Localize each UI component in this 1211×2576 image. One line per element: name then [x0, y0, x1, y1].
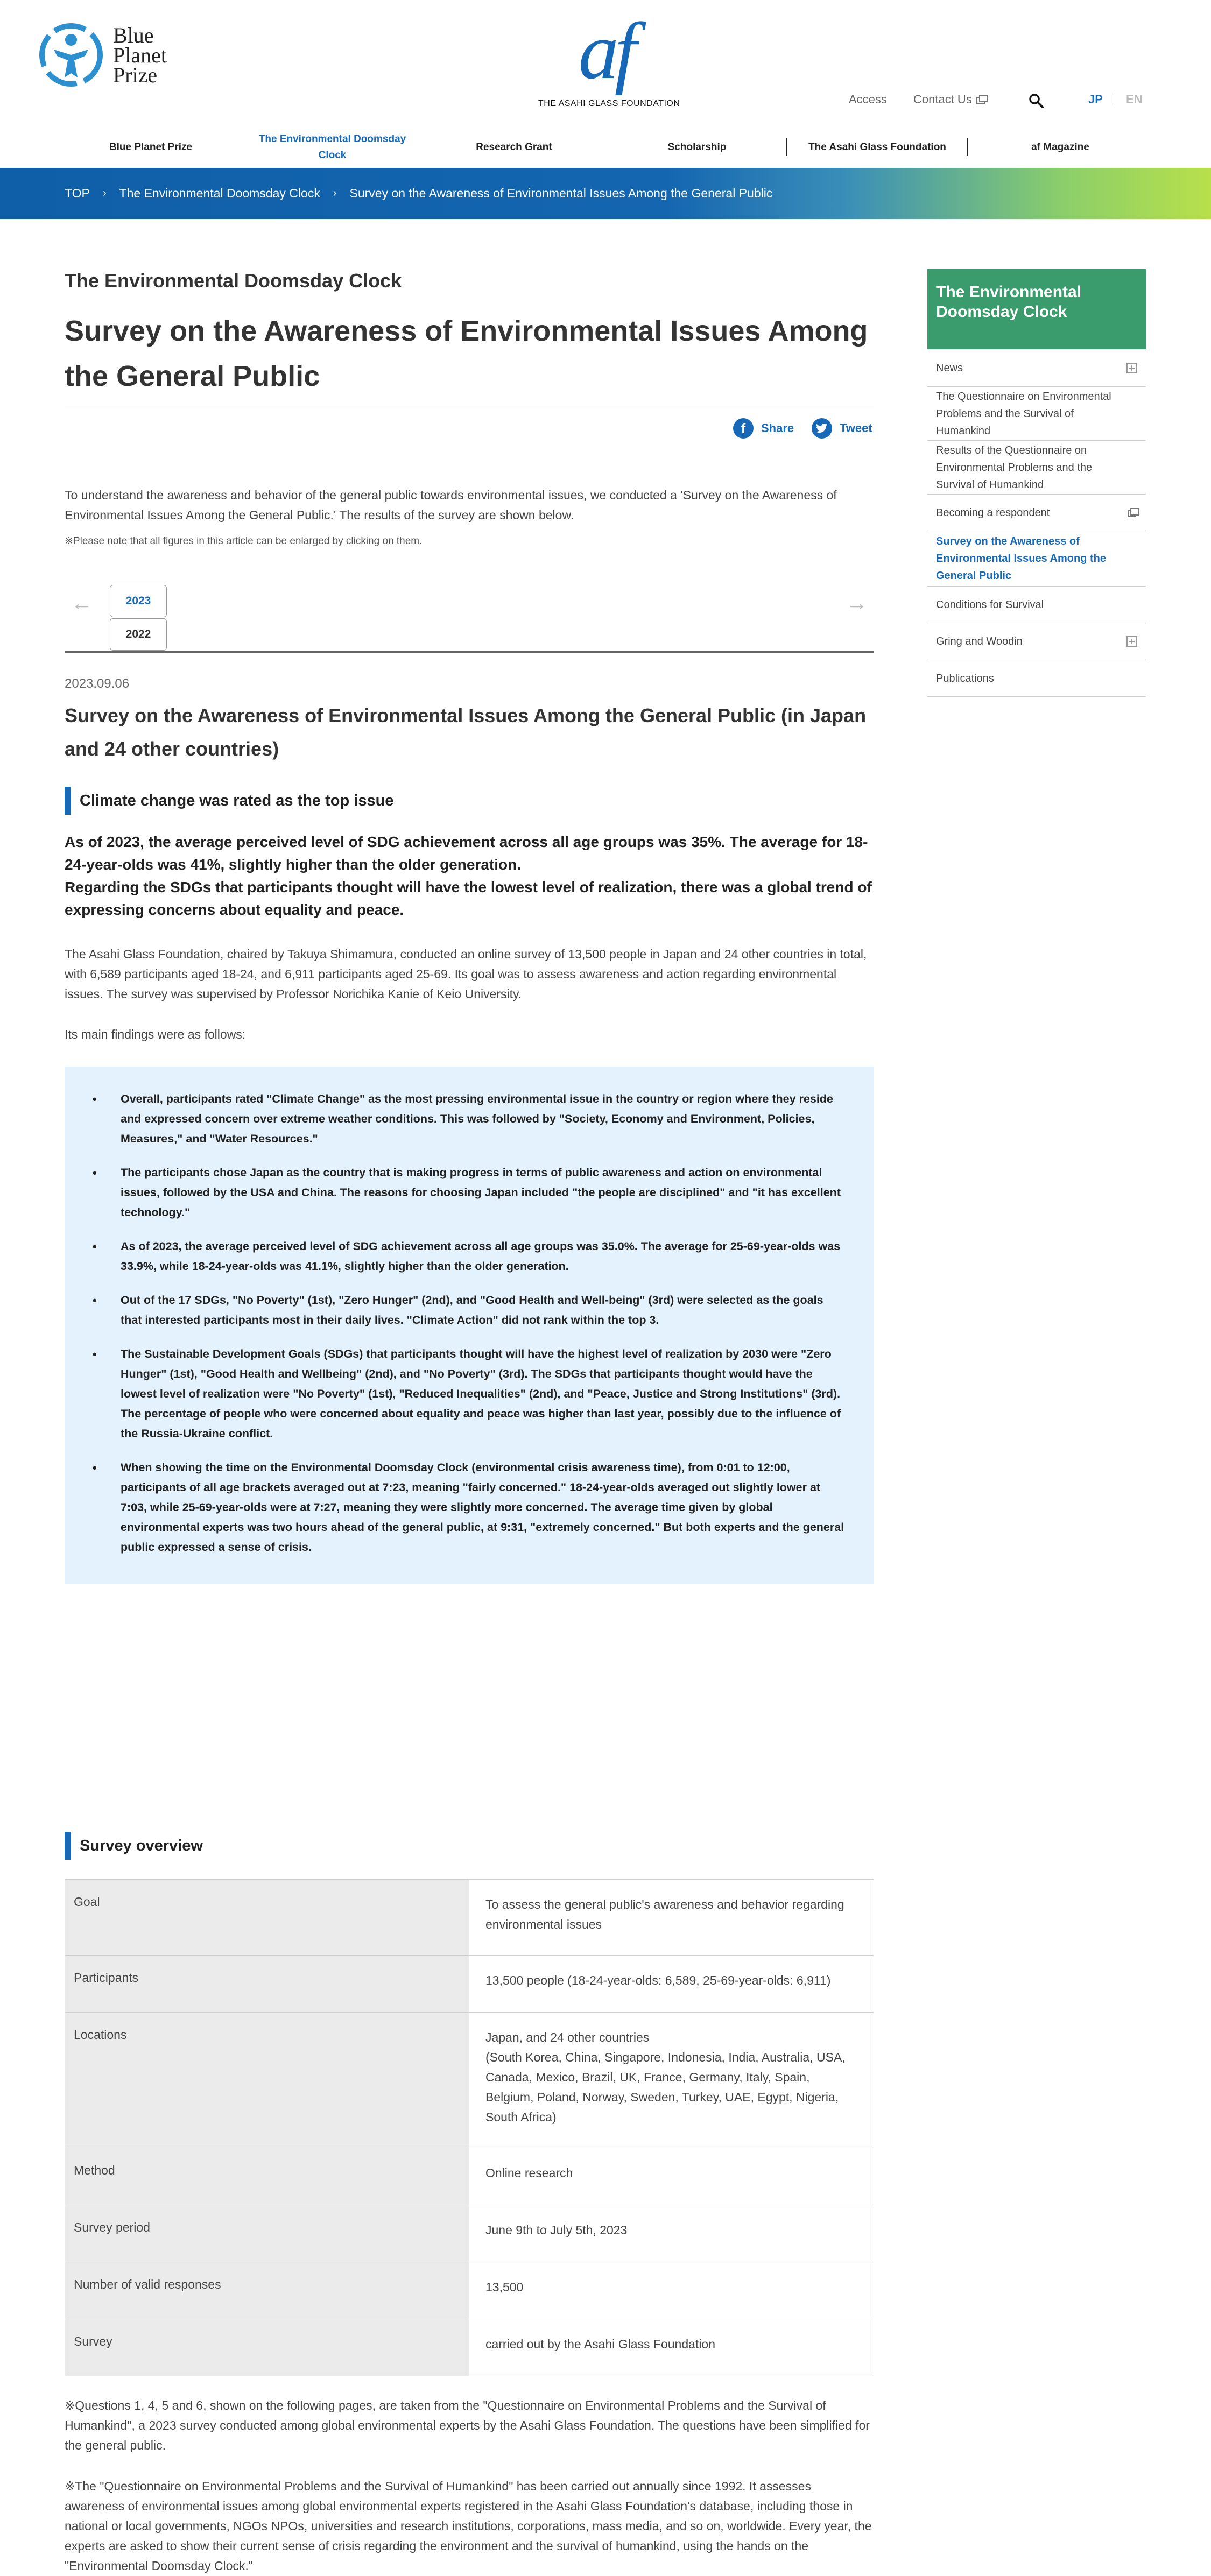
sidebar-item-survey-general-public[interactable]: [927, 531, 1146, 587]
survey-overview-table: [65, 1879, 874, 2376]
table-row: [65, 2013, 874, 2148]
sidebar-title: The Environmental Doomsday Clock: [927, 269, 1146, 349]
facebook-share-label: Share: [761, 421, 794, 435]
sidebar-item-publications[interactable]: [927, 660, 1146, 697]
list-item: • Overall, participants rated "Climate Change" as the most pressing environmental issue in the country or region where they reside and expressed concern over extreme weather conditions. This was followed by "Society, Economy and Environment, Policies, Measures," and "Water Resources.": [93, 1089, 846, 1149]
sidebar-item-results[interactable]: [927, 441, 1146, 495]
contact-us-link[interactable]: [913, 93, 985, 107]
table-row: [65, 2319, 874, 2376]
arrow-left-icon[interactable]: ←: [71, 591, 93, 615]
nav-asahi-glass-foundation[interactable]: The Asahi Glass Foundation: [808, 142, 946, 153]
sidebar-item-label: Becoming a respondent: [936, 506, 1050, 519]
year-tab-2023[interactable]: 2023: [110, 585, 167, 617]
page-title: Survey on the Awareness of Environmental Issues Among the General Public: [65, 315, 868, 392]
plus-icon[interactable]: [1126, 636, 1137, 647]
table-value: June 9th to July 5th, 2023: [469, 2205, 874, 2262]
table-value: carried out by the Asahi Glass Foundation: [469, 2319, 874, 2376]
table-row: [65, 2262, 874, 2319]
breadcrumb-current: Survey on the Awareness of Environmental Issues Among the General Public: [349, 186, 773, 200]
facebook-share-button[interactable]: [733, 418, 794, 439]
sidebar-item-news[interactable]: [927, 349, 1146, 387]
table-key: Survey: [65, 2319, 469, 2376]
table-key: Survey period: [65, 2205, 469, 2262]
year-selector: [65, 585, 874, 655]
table-row: [65, 1880, 874, 1956]
asahi-glass-foundation-logo[interactable]: [538, 6, 680, 109]
chevron-right-icon: ›: [102, 187, 107, 199]
table-value: 13,500: [469, 2262, 874, 2319]
list-item: • When showing the time on the Environmental Doomsday Clock (environmental crisis awareness time), from 0:01 to 12:00, participants of all age brackets averaged out at 7:23, meaning "fairly concerned." 18-24-year-olds averaged out slightly lower at 7:03, while 25-69-year-olds were at 7:27, meaning they were slightly more concerned. The average time given by global environmental experts was two hours ahead of the general public, at 9:31, "extremely concerned." But both experts and the general public expressed a sense of crisis.: [93, 1458, 846, 1557]
breadcrumb-doomsday-clock[interactable]: The Environmental Doomsday Clock: [119, 186, 320, 200]
blue-planet-prize-wordmark: Blue Planet Prize: [113, 23, 167, 87]
site-header: [0, 0, 1211, 168]
section-heading-overview: Survey overview: [65, 1832, 203, 1860]
table-value: 13,500 people (18-24-year-olds: 6,589, 25-69-year-olds: 6,911): [469, 1956, 874, 2012]
table-key: Locations: [65, 2013, 469, 2148]
enlarge-note: ※Please note that all figures in this article can be enlarged by clicking on them.: [65, 535, 423, 547]
list-item: • As of 2023, the average perceived level of SDG achievement across all age groups was 35.0%. The average for 25-69-year-olds was 33.9%, while 18-24-year-olds was 41.1%, slightly higher than the older generation.: [93, 1237, 846, 1276]
nav-divider: [967, 138, 968, 156]
article-body-paragraph: The Asahi Glass Foundation, chaired by Takuya Shimamura, conducted an online survey of 13,500 people in Japan and 24 other countries in total, with 6,589 participants aged 18-24, and 6,911 participants aged 25-69. Its goal was to assess awareness and action regarding environmental issues. The survey was supervised by Professor Norichika Kanie of Keio University.: [65, 947, 867, 1001]
findings-intro: Its main findings were as follows:: [65, 1027, 246, 1041]
blue-planet-prize-mark-icon: [39, 22, 103, 88]
breadcrumb: [65, 168, 772, 219]
year-divider: [65, 651, 874, 653]
article-date: 2023.09.06: [65, 676, 130, 691]
footnote-questionnaire: ※The "Questionnaire on Environmental Problems and the Survival of Humankind" has been carried out annually since 1992. It assesses awareness of environmental issues among global environmental experts registered in the Asahi Glass Foundation's database, including those in national or local governments, NGOs NPOs, universities and research institutions, corporations, mass media, and so on, worldwide. Every year, the experts are asked to show their current sense of crisis regarding the environment and the survival of humankind, using the hands on the "Environmental Doomsday Clock.": [65, 2479, 872, 2573]
article-title: Survey on the Awareness of Environmental Issues Among the General Public (in Japan and 24 other countries): [65, 704, 867, 760]
sidebar-item-label: Conditions for Survival: [936, 598, 1044, 611]
nav-blue-planet-prize[interactable]: Blue Planet Prize: [109, 142, 193, 153]
list-item: • The participants chose Japan as the country that is making progress in terms of public awareness and action on environmental issues, followed by the USA and China. The reasons for choosing Japan included "the people are disciplined" and "it has excellent technology.": [93, 1163, 846, 1223]
plus-icon[interactable]: [1126, 363, 1137, 373]
access-link[interactable]: Access: [849, 93, 887, 106]
table-row: [65, 1956, 874, 2013]
table-key: Participants: [65, 1956, 469, 2012]
list-item: • The Sustainable Development Goals (SDGs) that participants thought will have the highest level of realization by 2030 were "Zero Hunger" (1st), "Good Health and Wellbeing" (2nd), and "No Poverty" (3rd). The SDGs that participants thought would have the lowest level of realization were "No Poverty" (1st), "Reduced Inequalities" (2nd), and "Peace, Justice and Strong Institutions" (3rd). The percentage of people who were concerned about equality and peace was higher than last year, possibly due to the influence of the Russia-Ukraine conflict.: [93, 1344, 846, 1444]
section-heading-climate: Climate change was rated as the top issue: [65, 787, 393, 815]
table-value: Online research: [469, 2148, 874, 2205]
table-key: Method: [65, 2148, 469, 2205]
twitter-tweet-button[interactable]: [812, 418, 872, 439]
sidebar-item-label: Gring and Woodin: [936, 636, 1023, 647]
twitter-tweet-label: Tweet: [840, 421, 872, 435]
sidebar-item-conditions-for-survival[interactable]: [927, 587, 1146, 623]
findings-box: [65, 1067, 874, 1584]
table-value: To assess the general public's awareness and behavior regarding environmental issues: [469, 1880, 874, 1955]
external-link-icon: [976, 97, 985, 104]
intro-text: To understand the awareness and behavior of the general public towards environmental issues, we conducted a 'Survey on the Awareness of Environmental Issues Among the General Public.' The results of the survey are shown below.: [65, 488, 837, 522]
twitter-icon: [812, 418, 832, 439]
nav-research-grant[interactable]: Research Grant: [476, 142, 552, 153]
external-link-icon: [1128, 510, 1136, 517]
af-logo-subtitle: THE ASAHI GLASS FOUNDATION: [538, 99, 680, 108]
search-icon[interactable]: [1028, 93, 1044, 109]
nav-divider: [786, 138, 787, 156]
blue-planet-prize-logo[interactable]: [39, 22, 167, 88]
nav-af-magazine[interactable]: af Magazine: [1031, 142, 1089, 153]
table-row: [65, 2148, 874, 2205]
nav-environmental-doomsday-clock[interactable]: The Environmental Doomsday Clock: [258, 133, 406, 161]
nav-scholarship[interactable]: Scholarship: [667, 142, 727, 153]
contact-us-label: Contact Us: [913, 93, 972, 106]
chevron-right-icon: ›: [333, 187, 337, 199]
category-title: The Environmental Doomsday Clock: [65, 270, 402, 292]
language-jp-link[interactable]: JP: [1088, 93, 1103, 106]
list-item: • Out of the 17 SDGs, "No Poverty" (1st), "Zero Hunger" (2nd), and "Good Health and Well-being" (3rd) were selected as the goals that interested participants most in their daily lives. "Climate Action" did not rank within the top 3.: [93, 1290, 846, 1330]
breadcrumb-band: [0, 168, 1211, 219]
table-row: [65, 2205, 874, 2262]
footnote-questions: ※Questions 1, 4, 5 and 6, shown on the following pages, are taken from the "Questionnaire on Environmental Problems and the Survival of Humankind", a 2023 survey conducted among global environmental experts by the Asahi Glass Foundation. The questions have been simplified for the general public.: [65, 2398, 870, 2452]
af-logo-mark: af: [578, 6, 633, 96]
sidebar-item-label: The Questionnaire on Environmental Problems and the Survival of Humankind: [936, 390, 1111, 437]
facebook-icon: f: [733, 418, 754, 439]
sidebar-item-label: Results of the Questionnaire on Environmental Problems and the Survival of Humankind: [936, 444, 1093, 491]
sidebar-item-becoming-respondent[interactable]: [927, 495, 1146, 531]
arrow-right-icon[interactable]: →: [846, 591, 868, 615]
table-key: Number of valid responses: [65, 2262, 469, 2319]
year-tab-2022[interactable]: 2022: [110, 618, 167, 651]
language-en-link[interactable]: EN: [1126, 93, 1143, 106]
article-lead: As of 2023, the average perceived level of SDG achievement across all age groups was 35%. The average for 18-24-year-olds was 41%, slightly higher than the older generation. Regarding the SDGs that participants thought will have the lowest level of realization, there was a global trend of expressing concerns about equality and peace.: [65, 834, 872, 918]
sidebar-item-gring-and-woodin[interactable]: [927, 623, 1146, 660]
sidebar-item-questionnaire[interactable]: [927, 387, 1146, 441]
sidebar-item-label: Publications: [936, 672, 994, 684]
breadcrumb-top[interactable]: TOP: [65, 186, 90, 200]
table-key: Goal: [65, 1880, 469, 1955]
sidebar-item-label: News: [936, 362, 963, 374]
sidebar-item-label: Survey on the Awareness of Environmental Issues Among the General Public: [936, 535, 1106, 582]
global-nav: [0, 127, 1211, 168]
sidebar: [927, 269, 1146, 697]
table-value: Japan, and 24 other countries (South Korea, China, Singapore, Indonesia, India, Australia, USA, Canada, Mexico, Brazil, UK, France, Germany, Italy, Spain, Belgium, Poland, Norway, Sweden, Turkey, UAE, Egypt, Nigeria, South Africa): [469, 2013, 874, 2148]
